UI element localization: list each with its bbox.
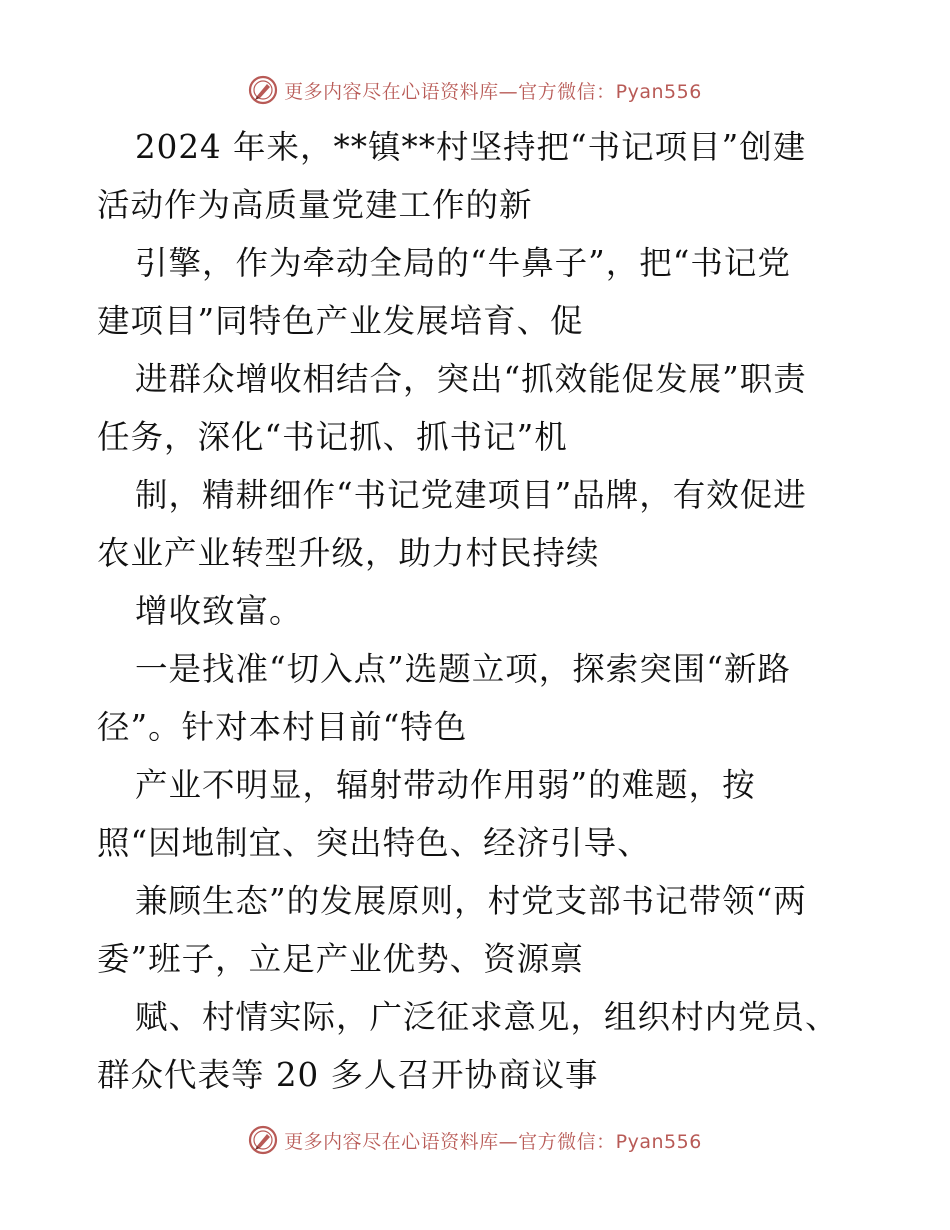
text-line: 建项目”同特色产业发展培育、促	[97, 302, 584, 340]
text-line: 引擎，作为牵动全局的“牛鼻子”，把“书记党	[135, 244, 791, 282]
text-line: 制，精耕细作“书记党建项目”品牌，有效促进	[135, 476, 807, 514]
watermark-text: 更多内容尽在心语资料库—官方微信：Pyan556	[284, 1130, 702, 1153]
text-line: 群众代表等 20 多人召开协商议事	[97, 1056, 599, 1094]
watermark-text: 更多内容尽在心语资料库—官方微信：Pyan556	[284, 80, 702, 103]
pen-nib-seal-icon	[248, 1125, 278, 1155]
text-line: 委”班子，立足产业优势、资源禀	[97, 940, 584, 978]
text-line: 进群众增收相结合，突出“抓效能促发展”职责	[135, 360, 807, 398]
footer-watermark	[0, 1122, 950, 1158]
text-line: 2024 年来，**镇**村坚持把“书记项目”创建	[135, 128, 807, 166]
text-line: 径”。针对本村目前“特色	[97, 708, 468, 746]
text-line: 一是找准“切入点”选题立项，探索突围“新路	[135, 650, 791, 688]
text-line: 赋、村情实际，广泛征求意见，组织村内党员、	[135, 998, 839, 1036]
text-line: 活动作为高质量党建工作的新	[97, 186, 533, 224]
text-line: 增收致富。	[135, 592, 303, 630]
text-line: 任务，深化“书记抓、抓书记”机	[97, 418, 568, 456]
text-line: 农业产业转型升级，助力村民持续	[97, 534, 600, 572]
text-line: 产业不明显，辐射带动作用弱”的难题，按	[135, 766, 756, 804]
text-line: 照“因地制宜、突出特色、经济引导、	[97, 824, 651, 862]
text-line: 兼顾生态”的发展原则，村党支部书记带领“两	[135, 882, 807, 920]
